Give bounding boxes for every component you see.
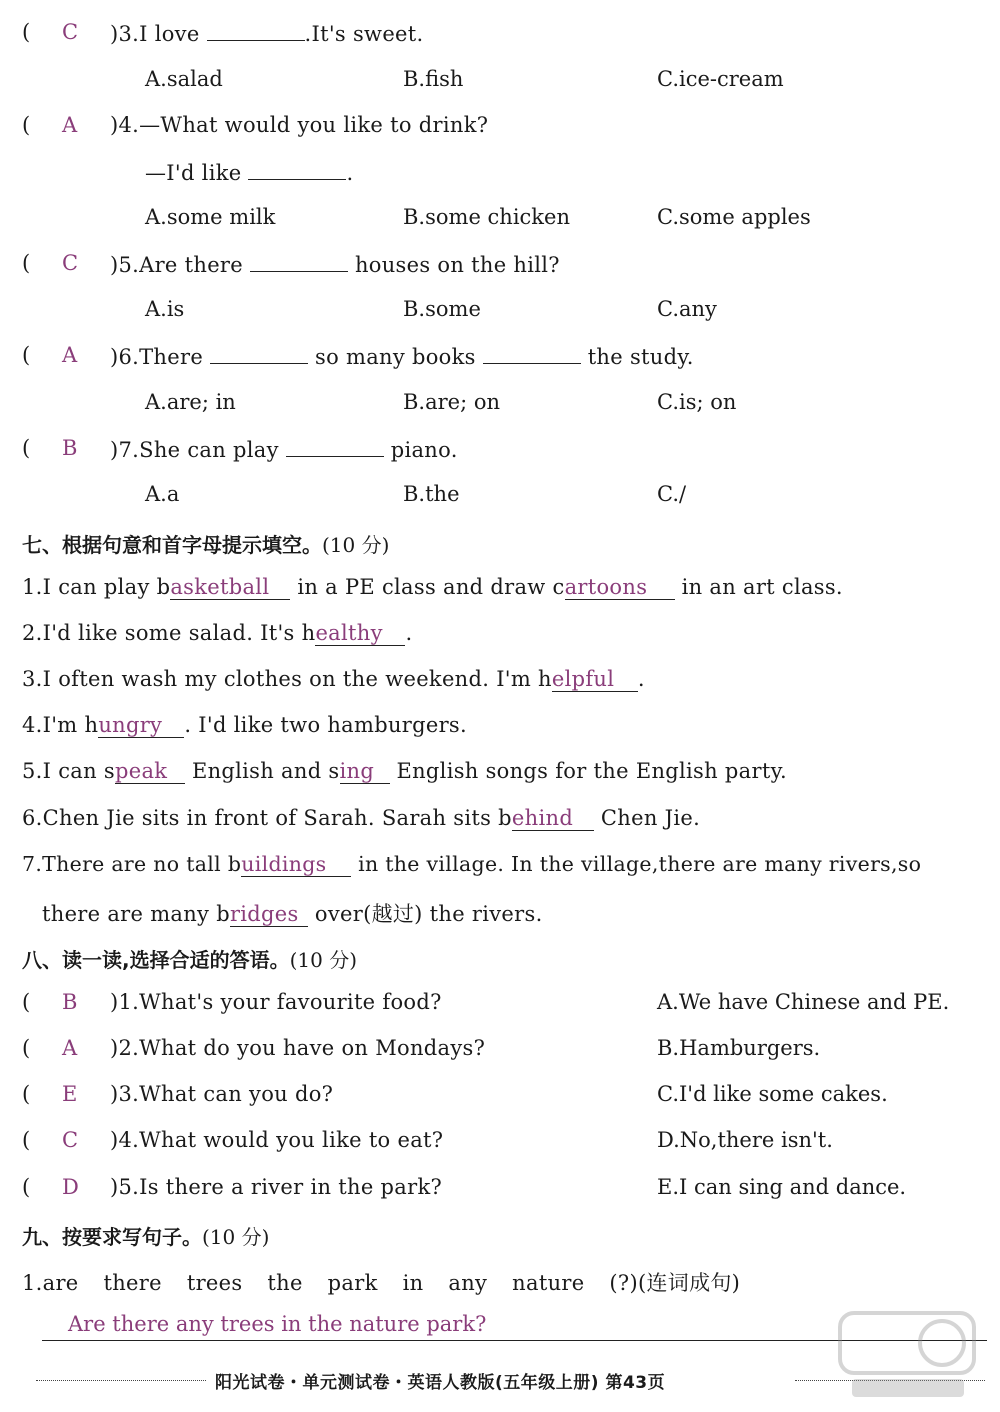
- option-b: B.fish: [403, 67, 464, 91]
- fill-line-3: 3.I often wash my clothes on the weekend. I'm helpful .: [22, 667, 645, 691]
- answer-8-3: E: [62, 1082, 78, 1106]
- answer-8-2: A: [62, 1036, 78, 1060]
- fill-line-2: 2.I'd like some salad. It's healthy .: [22, 621, 413, 645]
- fill-answer: ungry: [98, 713, 184, 738]
- match-question-5: )5.Is there a river in the park?: [110, 1175, 443, 1199]
- option-c: C./: [657, 482, 687, 506]
- answer-8-1: B: [62, 990, 78, 1014]
- footer-text: 阳光试卷・单元测试卷・英语人教版(五年级上册) 第43页: [215, 1373, 666, 1393]
- paren-open: (: [22, 251, 31, 275]
- option-b: B.some chicken: [403, 205, 570, 229]
- fill-line-8: there are many bridges over(越过) the rivers.: [42, 902, 543, 926]
- option-a: A.are; in: [145, 390, 236, 414]
- option-c: C.some apples: [657, 205, 811, 229]
- match-option-a: A.We have Chinese and PE.: [657, 990, 950, 1014]
- fill-line-1: 1.I can play basketball in a PE class and draw cartoons in an art class.: [22, 575, 843, 599]
- fill-line-7: 7.There are no tall buildings in the village. In the village,there are many rivers,so: [22, 852, 922, 876]
- paren-open: (: [22, 436, 31, 460]
- question-3: )3.I love .It's sweet.: [110, 22, 424, 46]
- option-b: B.the: [403, 482, 460, 506]
- option-a: A.is: [145, 297, 185, 321]
- watermark-logo: [832, 1305, 982, 1403]
- question-5: )5.Are there houses on the hill?: [110, 253, 560, 277]
- fill-answer: elpful: [552, 667, 638, 692]
- question-4: )4.—What would you like to drink?: [110, 113, 489, 137]
- answer-q5: C: [62, 251, 79, 275]
- section-8-heading: 八、读一读,选择合适的答语。(10 分): [22, 948, 358, 972]
- paren-open: (: [22, 20, 31, 44]
- answer-8-4: C: [62, 1128, 79, 1152]
- fill-answer: ing: [340, 759, 390, 784]
- paren-open: (: [22, 1175, 31, 1199]
- answer-q6: A: [62, 343, 78, 367]
- option-b: B.are; on: [403, 390, 501, 414]
- section-9-answer: Are there any trees in the nature park?: [68, 1312, 487, 1336]
- question-4-line2: —I'd like .: [145, 161, 354, 185]
- match-question-3: )3.What can you do?: [110, 1082, 334, 1106]
- footer-dots-left: [36, 1380, 206, 1381]
- paren-open: (: [22, 1128, 31, 1152]
- option-b: B.some: [403, 297, 481, 321]
- fill-answer: asketball: [170, 575, 290, 600]
- match-option-b: B.Hamburgers.: [657, 1036, 821, 1060]
- fill-line-6: 6.Chen Jie sits in front of Sarah. Sarah sits behind Chen Jie.: [22, 806, 701, 830]
- paren-open: (: [22, 343, 31, 367]
- answer-8-5: D: [62, 1175, 79, 1199]
- section-7-heading: 七、根据句意和首字母提示填空。(10 分): [22, 533, 390, 557]
- paren-open: (: [22, 990, 31, 1014]
- answer-q7: B: [62, 436, 78, 460]
- match-question-1: )1.What's your favourite food?: [110, 990, 442, 1014]
- fill-line-4: 4.I'm hungry . I'd like two hamburgers.: [22, 713, 467, 737]
- match-option-e: E.I can sing and dance.: [657, 1175, 907, 1199]
- paren-open: (: [22, 113, 31, 137]
- fill-answer: ehind: [512, 806, 594, 831]
- option-a: A.some milk: [145, 205, 276, 229]
- paren-open: (: [22, 1082, 31, 1106]
- fill-answer: artoons: [565, 575, 675, 600]
- question-7: )7.She can play piano.: [110, 438, 458, 462]
- option-c: C.ice-cream: [657, 67, 784, 91]
- match-question-2: )2.What do you have on Mondays?: [110, 1036, 486, 1060]
- answer-q4: A: [62, 113, 78, 137]
- option-c: C.any: [657, 297, 717, 321]
- answer-q3: C: [62, 20, 79, 44]
- paren-open: (: [22, 1036, 31, 1060]
- fill-line-5: 5.I can speak English and sing English songs for the English party.: [22, 759, 787, 783]
- fill-answer: uildings: [241, 852, 351, 877]
- fill-answer: peak: [115, 759, 185, 784]
- question-6: )6.There so many books the study.: [110, 345, 694, 369]
- option-c: C.is; on: [657, 390, 737, 414]
- match-option-d: D.No,there isn't.: [657, 1128, 833, 1152]
- option-a: A.a: [145, 482, 180, 506]
- fill-answer: ridges: [230, 902, 308, 927]
- match-question-4: )4.What would you like to eat?: [110, 1128, 444, 1152]
- match-option-c: C.I'd like some cakes.: [657, 1082, 888, 1106]
- section-9-question-1: 1.are there trees the park in any nature (?)(连词成句): [22, 1271, 741, 1295]
- section-9-heading: 九、按要求写句子。(10 分): [22, 1225, 270, 1249]
- option-a: A.salad: [145, 67, 223, 91]
- fill-answer: ealthy: [315, 621, 405, 646]
